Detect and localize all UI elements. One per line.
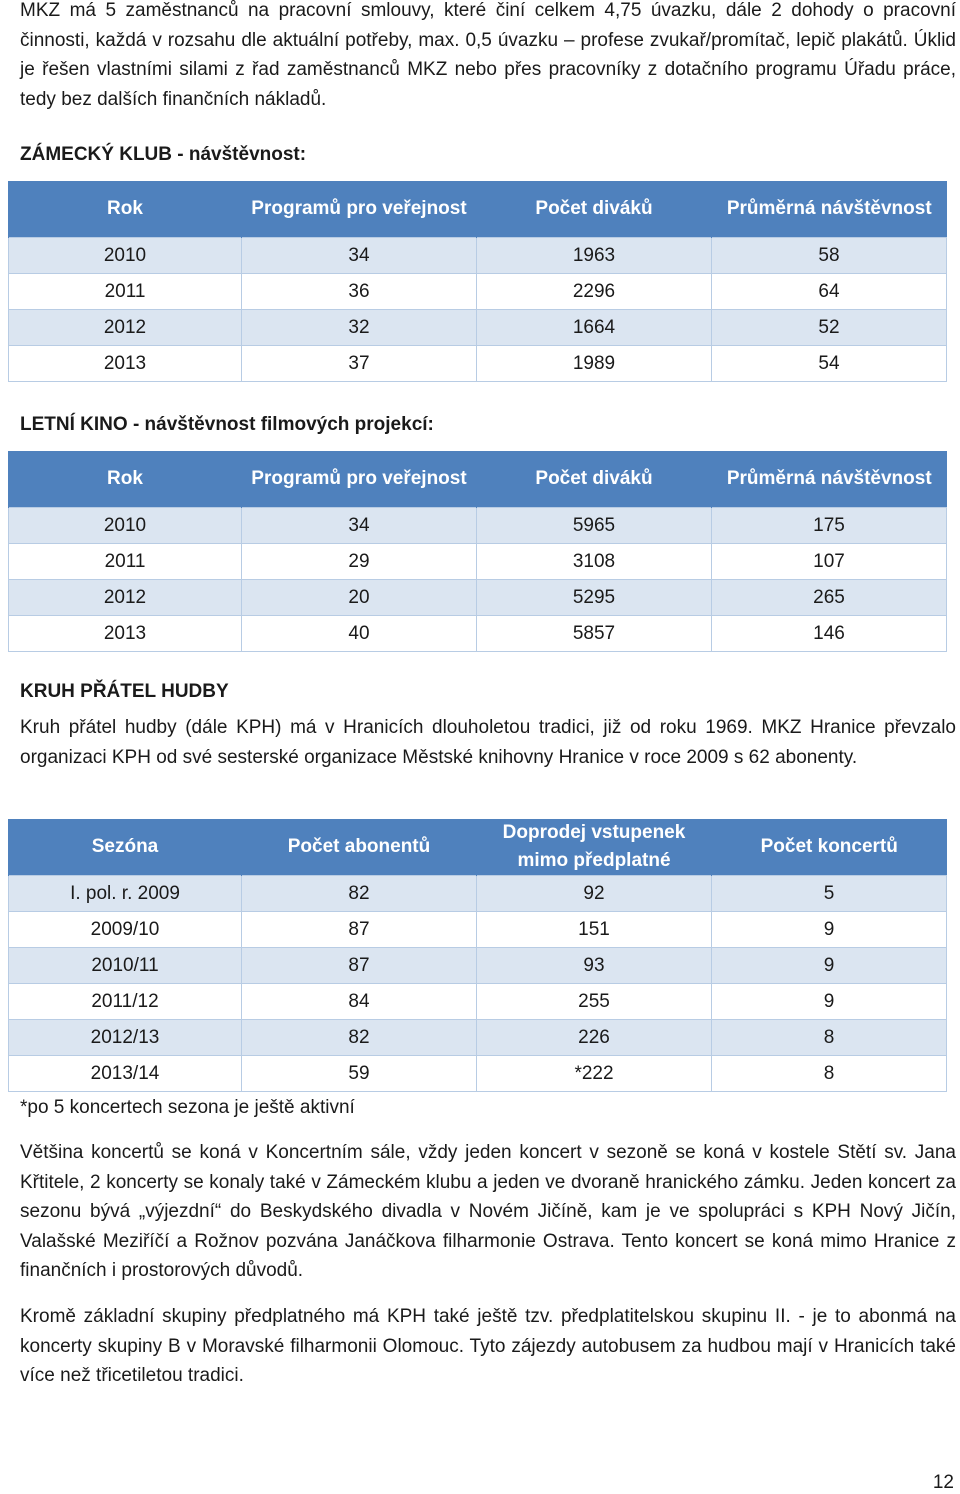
table-cell: 2012 bbox=[9, 310, 242, 346]
kph-footnote: *po 5 koncertech sezona je ještě aktivní bbox=[20, 1097, 355, 1118]
table-row bbox=[9, 1020, 947, 1056]
kph-paragraph-2: Většina koncertů se koná v Koncertním sále, vždy jeden koncert v sezoně se koná v kostele Stětí sv. Jana Křtitele, 2 koncerty se konaly také v Zámeckém klubu a jeden ve dvoraně hranického zámku. Jeden koncert za sezonu bývá „výjezdní“ do Beskydského divadla v Novém Jičíně, kam je ve spolupráci s KPH Nový Jičín, Valašské Meziříčí a Rožnov pozvána Janáčkova filharmonie Ostrava. Tento koncert se koná mimo Hranice z finančních i prostorových důvodů. bbox=[20, 1142, 956, 1281]
table-row bbox=[9, 912, 947, 948]
table-cell: 82 bbox=[242, 876, 477, 912]
table-row bbox=[9, 346, 947, 382]
kph-paragraph-3: Kromě základní skupiny předplatného má KPH také ještě tzv. předplatitelskou skupinu II. - je to abonmá na koncerty skupiny B v Moravské filharmonii Olomouc. Tyto zájezdy autobusem za hudbou mají v Hranicích také více než třicetiletou tradici. bbox=[20, 1306, 956, 1386]
table-cell: 2011 bbox=[9, 544, 242, 580]
table-cell: 2010/11 bbox=[9, 948, 242, 984]
letni-kino-table bbox=[8, 451, 947, 652]
kph-intro-paragraph: Kruh přátel hudby (dále KPH) má v Hranicích dlouholetou tradici, již od roku 1969. MKZ Hranice převzalo organizaci KPH od své sesterské organizace Městské knihovny Hranice v roce 2009 s 62 abonenty. bbox=[20, 717, 956, 768]
zamecky-klub-table bbox=[8, 181, 947, 382]
table-cell: 146 bbox=[712, 616, 947, 652]
table-cell: 1963 bbox=[477, 238, 712, 274]
col-header-pocet-koncertu: Počet koncertů bbox=[712, 819, 947, 876]
table-row bbox=[9, 508, 947, 544]
table-cell: 34 bbox=[242, 508, 477, 544]
table-cell: 40 bbox=[242, 616, 477, 652]
col-header-rok: Rok bbox=[9, 181, 242, 238]
table-cell: 5 bbox=[712, 876, 947, 912]
table-cell: 265 bbox=[712, 580, 947, 616]
col-header-pocet-divaku: Počet diváků bbox=[477, 451, 712, 508]
table-header-row bbox=[9, 819, 947, 876]
kph-heading: KRUH PŘÁTEL HUDBY bbox=[20, 681, 229, 702]
kph-table bbox=[8, 819, 947, 1092]
col-header-doprodej: Doprodej vstupenek mimo předplatné bbox=[477, 819, 712, 876]
table-cell: 92 bbox=[477, 876, 712, 912]
table-row bbox=[9, 984, 947, 1020]
table-row bbox=[9, 876, 947, 912]
table-cell: 3108 bbox=[477, 544, 712, 580]
table-cell: 2013 bbox=[9, 346, 242, 382]
table-cell: 2010 bbox=[9, 238, 242, 274]
table-row bbox=[9, 238, 947, 274]
table-cell: 175 bbox=[712, 508, 947, 544]
col-header-sezona: Sezóna bbox=[9, 819, 242, 876]
table-row bbox=[9, 544, 947, 580]
table-cell: 2296 bbox=[477, 274, 712, 310]
table-cell: 2012/13 bbox=[9, 1020, 242, 1056]
table-cell: 2013/14 bbox=[9, 1056, 242, 1092]
table-cell: 151 bbox=[477, 912, 712, 948]
table-cell: 93 bbox=[477, 948, 712, 984]
table-cell: 34 bbox=[242, 238, 477, 274]
table-row bbox=[9, 274, 947, 310]
table-cell: 20 bbox=[242, 580, 477, 616]
table-cell: 54 bbox=[712, 346, 947, 382]
table-row bbox=[9, 580, 947, 616]
page-number: 12 bbox=[932, 1472, 954, 1493]
table-cell: 226 bbox=[477, 1020, 712, 1056]
table-cell: 58 bbox=[712, 238, 947, 274]
table-cell: 9 bbox=[712, 912, 947, 948]
table-cell: 9 bbox=[712, 984, 947, 1020]
table-cell: 107 bbox=[712, 544, 947, 580]
table-cell: 5295 bbox=[477, 580, 712, 616]
col-header-programu: Programů pro veřejnost bbox=[242, 451, 477, 508]
table-cell: 2011/12 bbox=[9, 984, 242, 1020]
col-header-prumerna: Průměrná návštěvnost bbox=[712, 451, 947, 508]
table-cell: 9 bbox=[712, 948, 947, 984]
table-cell: 64 bbox=[712, 274, 947, 310]
table-cell: 36 bbox=[242, 274, 477, 310]
table-cell: 1989 bbox=[477, 346, 712, 382]
table-cell: 87 bbox=[242, 948, 477, 984]
table-cell: 29 bbox=[242, 544, 477, 580]
col-header-pocet-abonentu: Počet abonentů bbox=[242, 819, 477, 876]
table-cell: 87 bbox=[242, 912, 477, 948]
table-cell: 59 bbox=[242, 1056, 477, 1092]
table-cell: 255 bbox=[477, 984, 712, 1020]
zamecky-klub-heading: ZÁMECKÝ KLUB - návštěvnost: bbox=[20, 144, 307, 165]
table-cell: 2013 bbox=[9, 616, 242, 652]
table-header-row bbox=[9, 181, 947, 238]
table-cell: 8 bbox=[712, 1056, 947, 1092]
table-cell: 2010 bbox=[9, 508, 242, 544]
table-cell: 32 bbox=[242, 310, 477, 346]
table-cell: 2011 bbox=[9, 274, 242, 310]
letni-kino-heading: LETNÍ KINO - návštěvnost filmových projekcí: bbox=[20, 414, 434, 435]
table-cell: 5965 bbox=[477, 508, 712, 544]
col-header-programu: Programů pro veřejnost bbox=[242, 181, 477, 238]
col-header-prumerna: Průměrná návštěvnost bbox=[712, 181, 947, 238]
table-cell: 37 bbox=[242, 346, 477, 382]
table-row bbox=[9, 1056, 947, 1092]
table-row bbox=[9, 948, 947, 984]
table-cell: 82 bbox=[242, 1020, 477, 1056]
intro-paragraph: MKZ má 5 zaměstnanců na pracovní smlouvy, které činí celkem 4,75 úvazku, dále 2 dohody o pracovní činnosti, každá v rozsahu dle aktuální potřeby, max. 0,5 úvazku – profese zvukař/promítač, lepič plakátů. Úklid je řešen vlastními silami z řad zaměstnanců MKZ nebo přes pracovníky z dotačního programu Úřadu práce, tedy bez dalších finančních nákladů. bbox=[20, 0, 956, 110]
table-cell: 5857 bbox=[477, 616, 712, 652]
table-cell: 1664 bbox=[477, 310, 712, 346]
table-row bbox=[9, 310, 947, 346]
table-row bbox=[9, 616, 947, 652]
table-cell: 52 bbox=[712, 310, 947, 346]
table-header-row bbox=[9, 451, 947, 508]
table-cell: *222 bbox=[477, 1056, 712, 1092]
col-header-pocet-divaku: Počet diváků bbox=[477, 181, 712, 238]
table-cell: 8 bbox=[712, 1020, 947, 1056]
table-cell: 2012 bbox=[9, 580, 242, 616]
table-cell: 2009/10 bbox=[9, 912, 242, 948]
table-cell: I. pol. r. 2009 bbox=[9, 876, 242, 912]
table-cell: 84 bbox=[242, 984, 477, 1020]
col-header-rok: Rok bbox=[9, 451, 242, 508]
